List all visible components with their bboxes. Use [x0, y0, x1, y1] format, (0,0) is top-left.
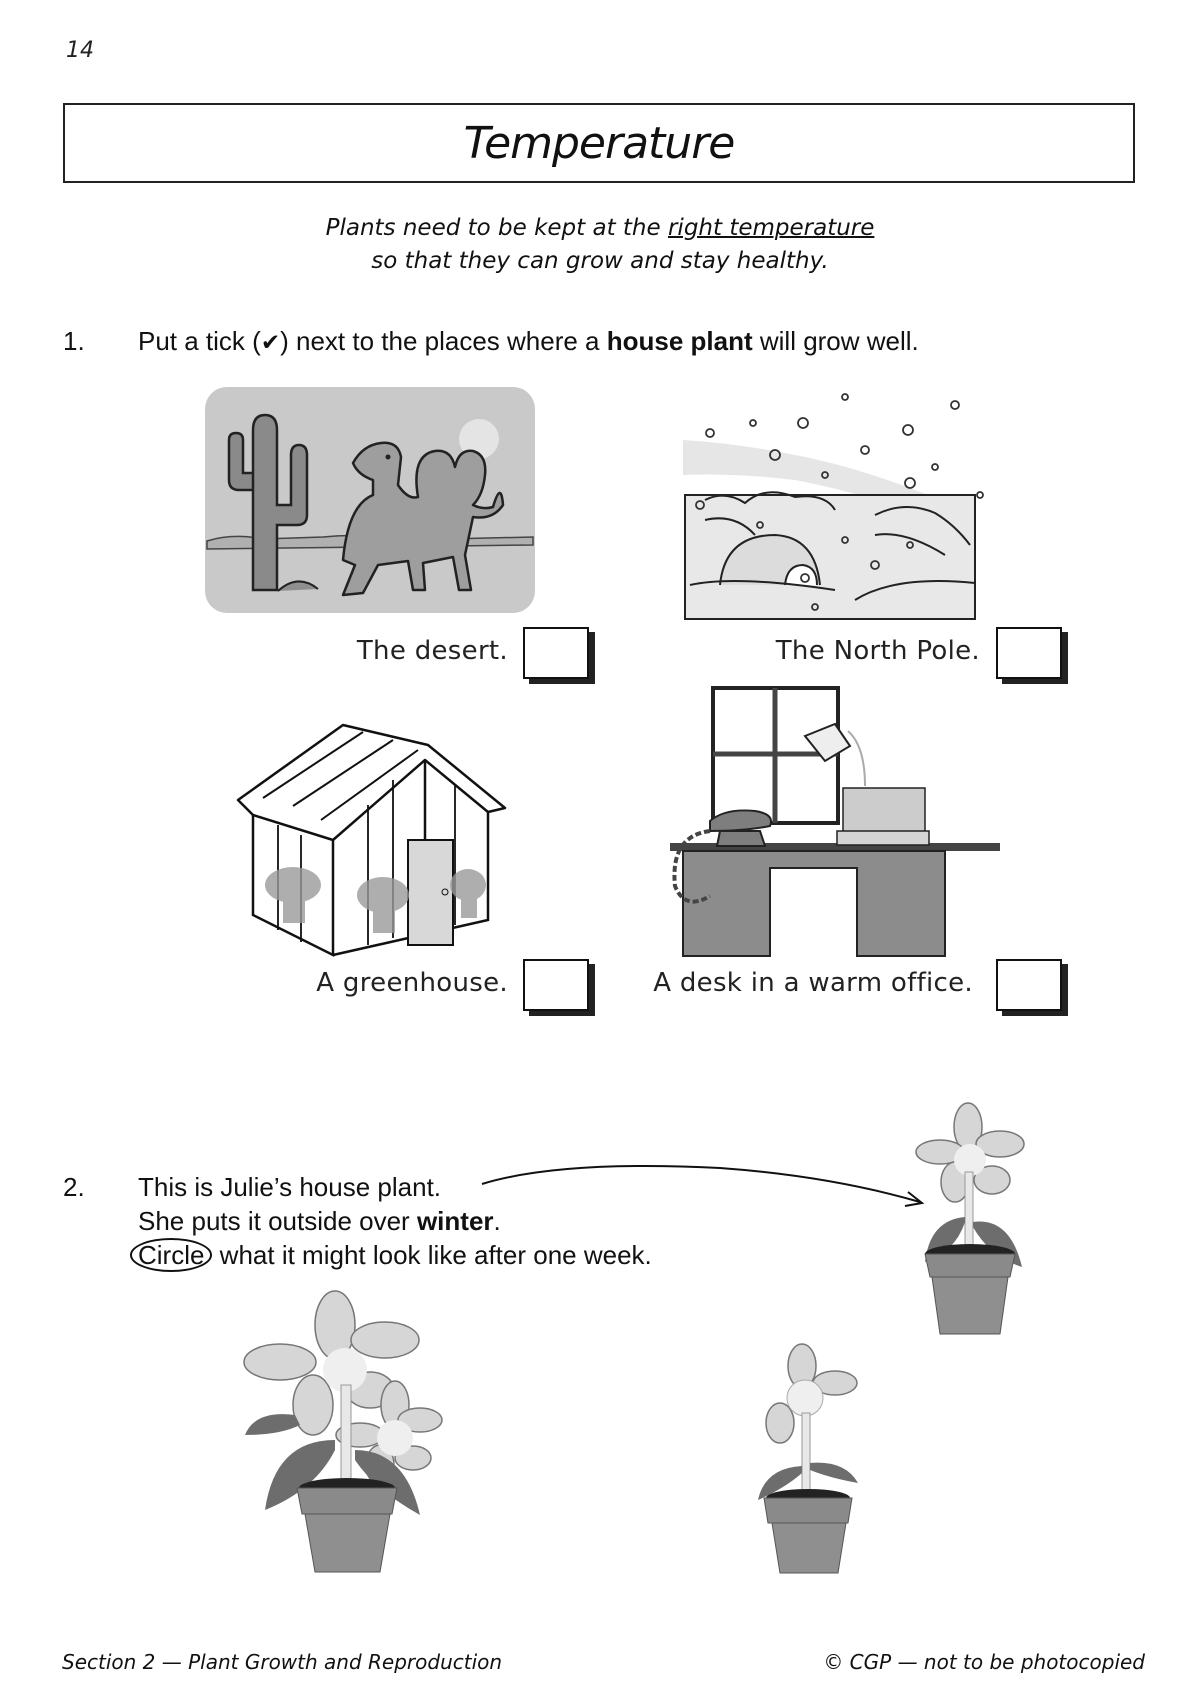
question-1	[0, 324, 1200, 364]
question-line2: She puts it outside over winter.	[138, 1206, 501, 1236]
arrow-icon	[480, 1160, 930, 1210]
intro-text	[0, 212, 1200, 278]
question-number: 2.	[63, 1172, 85, 1202]
checkbox-north-pole[interactable]	[996, 627, 1062, 679]
desert-image	[203, 385, 537, 615]
checkbox-office-desk[interactable]	[996, 959, 1062, 1011]
option-wilted-plant-image[interactable]	[750, 1338, 870, 1578]
title-box	[63, 103, 1135, 183]
question-line3: Circle what it might look like after one week.	[138, 1238, 652, 1272]
page-number: 14	[66, 38, 94, 63]
circled-word: Circle	[130, 1238, 212, 1272]
tick-icon: ✔	[260, 330, 281, 356]
greenhouse-image	[233, 720, 508, 960]
north-pole-image	[675, 385, 985, 620]
option-healthy-plant-image[interactable]	[235, 1290, 445, 1575]
option-label-desert: The desert.	[356, 636, 508, 666]
question-number: 1.	[63, 326, 85, 356]
footer-section: Section 2 — Plant Growth and Reproduction	[62, 1650, 503, 1674]
option-label-greenhouse: A greenhouse.	[316, 968, 508, 998]
question-line1: This is Julie’s house plant.	[138, 1172, 442, 1202]
intro-line2: so that they can grow and stay healthy.	[371, 248, 829, 274]
question-text: Put a tick (✔) next to the places where a house plant will grow well.	[138, 326, 919, 356]
office-desk-image	[665, 686, 1005, 958]
intro-emphasis: right temperature	[667, 215, 875, 241]
footer-copyright: © CGP — not to be photocopied	[823, 1650, 1145, 1674]
intro-line1: Plants need to be kept at the	[325, 215, 668, 241]
option-label-office-desk: A desk in a warm office.	[653, 968, 973, 998]
option-label-north-pole: The North Pole.	[775, 636, 980, 666]
page-title: Temperature	[463, 117, 735, 169]
julies-plant-image	[910, 1102, 1040, 1337]
